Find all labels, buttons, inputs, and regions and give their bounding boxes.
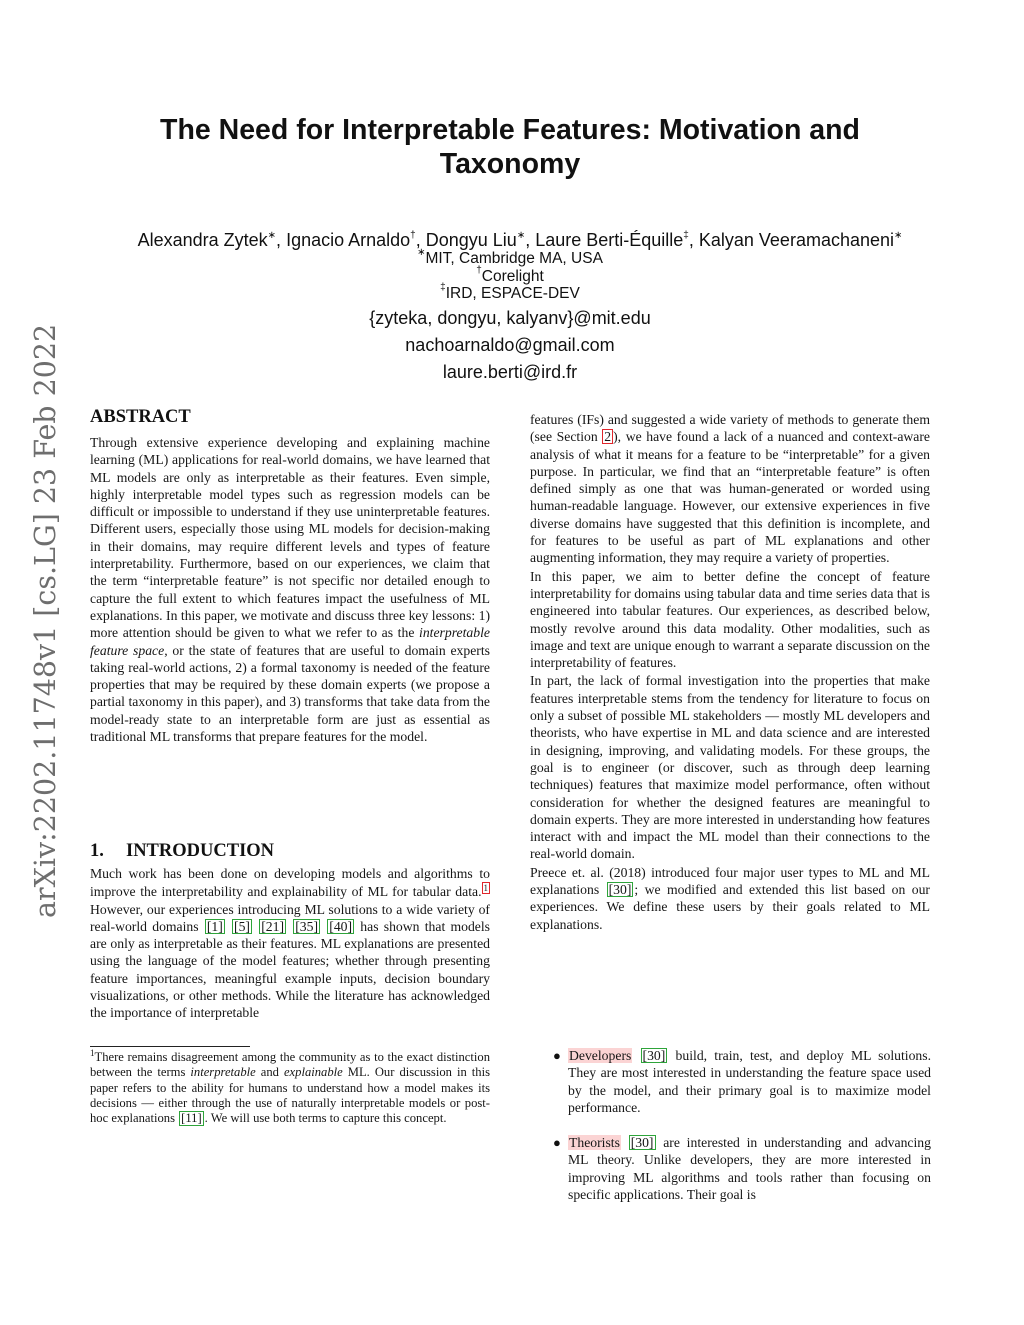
affiliation xyxy=(260,282,760,302)
affiliation xyxy=(260,265,760,285)
bullet-icon: ● xyxy=(553,1135,561,1150)
introduction-paragraph xyxy=(90,865,490,1022)
right-column-text xyxy=(530,411,930,933)
author-affiliation-mark: ∗ xyxy=(516,230,526,241)
footnote-emphasis: interpretable xyxy=(190,1065,256,1080)
highlighted-term: Theorists xyxy=(569,1135,620,1150)
introduction-section xyxy=(90,840,490,1022)
body-text: Preece et. al. (2018) introduced four major user types to ML and ML explanations xyxy=(530,864,930,898)
bullet-icon: ● xyxy=(553,1048,561,1063)
citation-link[interactable]: [11] xyxy=(181,1111,202,1126)
author-name: Alexandra Zytek xyxy=(137,230,268,250)
author-affiliation-mark: ∗ xyxy=(267,230,277,241)
list-item-body: are interested in understanding and advancing ML theory. Unlike developers, they are more interested in improving ML algorithms and tools rather than focusing on specific applications. Their goal is xyxy=(568,1135,931,1202)
abstract-text-end: , or the state of features that are useful to domain experts taking real-world actions, 2) a formal taxonomy is needed of the feature properties that may be required by these domain experts (we propose a partial taxonomy in this paper), and 3) transforms that take data from the model-ready state to an interpretable form are just as essential as traditional ML transforms that prepare features for the model. xyxy=(90,642,490,745)
footnote-emphasis: explainable xyxy=(283,1065,343,1080)
intro-text: Much work has been done on developing models and algorithms to improve the interpretability and explainability of ML for tabular data. xyxy=(90,866,490,900)
affiliation-text: IRD, ESPACE-DEV xyxy=(445,285,580,302)
author-name: Ignacio Arnaldo xyxy=(286,230,411,250)
author-name: Kalyan Veeramachaneni xyxy=(698,230,895,250)
footnote-link[interactable]: 1 xyxy=(483,883,488,894)
affiliation-mark: ‡ xyxy=(440,282,446,293)
footnote-text: ML. Our discussion in this paper refers to the ability for humans to understand how a model makes its decisions — either through the use of naturally interpretable models or post-hoc explanations xyxy=(90,1065,490,1126)
footnote-divider xyxy=(90,1046,250,1047)
author-affiliation-mark: ‡ xyxy=(683,230,689,241)
citation-link[interactable]: [30] xyxy=(630,1135,654,1150)
affiliation-text: MIT, Cambridge MA, USA xyxy=(425,250,603,267)
abstract-emphasis: interpretable feature space xyxy=(90,625,490,658)
citation-link[interactable]: [35] xyxy=(295,918,319,934)
author-email: {zyteka, dongyu, kalyanv}@mit.edu xyxy=(369,308,651,328)
affiliation-mark: ∗ xyxy=(417,247,426,258)
author-affiliation-mark: ∗ xyxy=(894,230,903,241)
citation-link[interactable]: [40] xyxy=(329,918,353,934)
body-paragraph: In part, the lack of formal investigation into the properties that make features interpretable stems from the tendency for literature to focus on only a subset of possible ML stakeholders — mostly ML developers and theorists, who have expertise in ML and data science and are interested in designing, improving, and validating models. For these groups, the goal is to engineer (or discover, such as through deep learning techniques) features that maximize model performance, often without consideration for whether the designed features are meaningful to domain experts. They are more interested in understanding how features interact with and impact the ML model than their connections to the real-world domain. xyxy=(530,673,930,862)
footnote-text: . We will use both terms to capture this concept. xyxy=(204,1111,447,1126)
abstract-paragraph xyxy=(90,434,490,745)
body-text: ; we modified and extended this list based on our experiences. We define these users by their goals related to ML explanations. xyxy=(530,882,930,932)
list-item xyxy=(553,1134,931,1203)
citation-link[interactable]: [21] xyxy=(261,918,285,934)
introduction-heading xyxy=(90,840,490,862)
list-item xyxy=(553,1047,931,1116)
author-email: laure.berti@ird.fr xyxy=(442,362,578,382)
intro-text: has shown that models are only as interpretable as their features. ML explanations are presented using the language of the model features; whether through presenting feature importances, meaningful example inputs, decision boundary visualizations, or other methods. While the literature has acknowledged the importance of interpretable xyxy=(90,918,490,1021)
section-title: INTRODUCTION xyxy=(126,841,275,861)
intro-text: However, our experiences introducing ML solutions to a wide variety of real-world domains xyxy=(90,901,490,934)
abstract-text: Through extensive experience developing and explaining machine learning (ML) applications for real-world domains, we have learned that ML models are only as interpretable as their features. Even simple, highly interpretable model types such as regression models can be difficult or impossible to understand if they use uninterpretable features. Different users, especially those using ML models for decision-making in their domains, may require different levels and types of feature interpretability. Furthermore, based on our experiences, we claim that the term “interpretable feature” is not specific nor detailed enough to capture the full extent to which features impact the usefulness of ML explanations. In this paper, we motivate and discuss three key lessons: 1) more attention should be given to what we refer to as the xyxy=(90,435,490,641)
footnote xyxy=(90,1050,490,1126)
author-list: Alexandra Zytek∗, Ignacio Arnaldo†, Dongyu Liu∗, Laure Berti-Équille‡, Kalyan Veeramachaneni∗ xyxy=(137,230,903,250)
author-name: Laure Berti-Équille xyxy=(535,230,684,250)
body-paragraph: In this paper, we aim to better define the concept of feature interpretability for domains using tabular data and time series data that is engineered into tabular features. Our experiences, as described below, mostly revolve around this data modality. Other modalities, such as image and text are unique enough to warrant a separate discussion on the interpretability of features. xyxy=(530,568,930,671)
citation-link[interactable]: [30] xyxy=(642,1048,666,1063)
citation-link[interactable]: [30] xyxy=(608,882,632,898)
citation-link[interactable]: [5] xyxy=(234,918,250,934)
body-paragraph xyxy=(530,864,930,933)
abstract-section xyxy=(90,406,490,745)
abstract-heading: ABSTRACT xyxy=(90,407,191,427)
arxiv-identifier: arXiv:2202.11748v1 [cs.LG] 23 Feb 2022 xyxy=(29,323,62,918)
body-text: ), we have found a lack of a nuanced and context-aware analysis of what it means for a feature to be “interpretable” for a given purpose. In particular, we find that an “interpretable feature” is often defined simply as one that was human-generated or worded using human-readable language. However, our extensive experiences in five diverse domains have suggested that this definition is incomplete, and for features to be useful as part of ML explanations and other augmenting information, they may require a variety of properties. xyxy=(530,429,930,566)
author-email: nachoarnaldo@gmail.com xyxy=(405,335,615,355)
list-item-body: build, train, test, and deploy ML solutions. They are most interested in understanding the feature space used by the model, and their primary goal is to maximize model performance. xyxy=(568,1048,932,1115)
affiliation-mark: † xyxy=(476,265,482,276)
body-paragraph xyxy=(530,411,930,567)
author-name: Dongyu Liu xyxy=(425,230,517,250)
section-number: 1. xyxy=(90,841,104,861)
body-text: features (IFs) and suggested a wide variety of methods to generate them (see Section xyxy=(530,412,930,445)
affiliation-text: Corelight xyxy=(481,268,544,285)
list-item-text xyxy=(568,1047,931,1116)
list-item-text xyxy=(568,1134,931,1203)
section-link[interactable]: 2 xyxy=(604,429,612,445)
paper-title: The Need for Interpretable Features: Motivation and Taxonomy xyxy=(160,114,860,180)
footnote-text: There remains disagreement among the community as to the exact distinction between the terms xyxy=(90,1050,490,1080)
highlighted-term: Developers xyxy=(569,1048,632,1063)
affiliation xyxy=(260,247,760,267)
footnote-mark: 1 xyxy=(90,1048,95,1058)
author-affiliation-mark: † xyxy=(410,230,416,241)
citation-link[interactable]: [1] xyxy=(206,918,223,934)
footnote-text: and xyxy=(255,1065,284,1080)
